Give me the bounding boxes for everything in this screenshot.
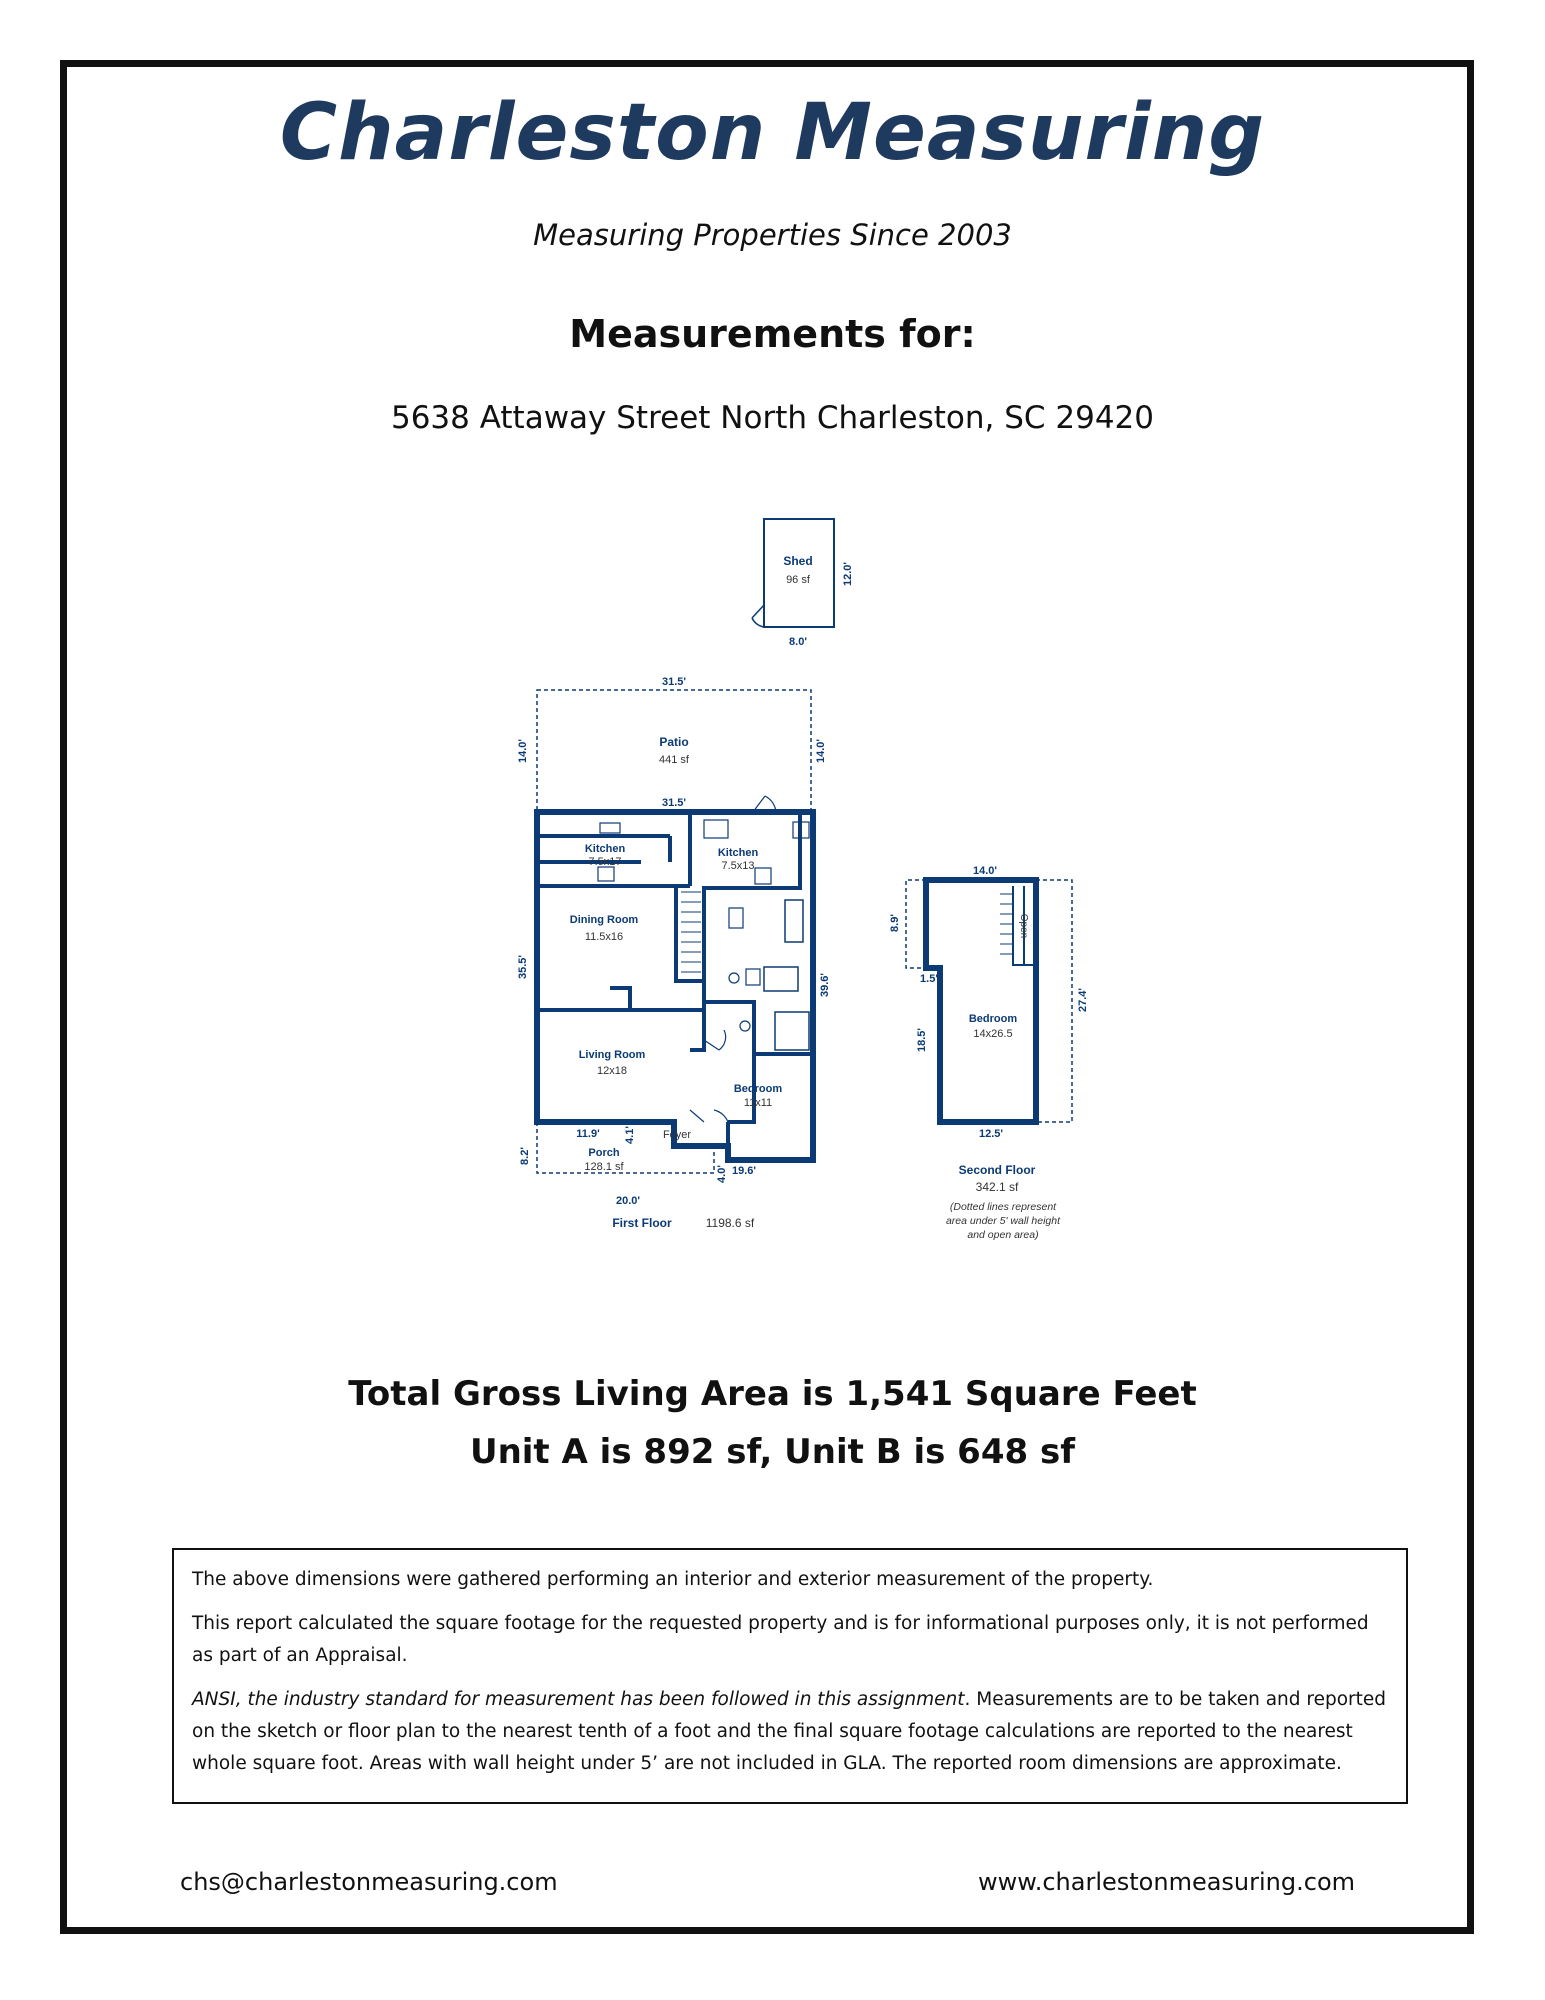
bathtub — [785, 900, 803, 942]
foyer-label: Foyer — [662, 1129, 692, 1141]
kitchen-b-size: 7.5x13 — [721, 860, 755, 872]
second-floor-label: Second Floor — [958, 1163, 1036, 1177]
dim-left-1f: 35.5' — [517, 954, 529, 980]
sink-icon — [746, 969, 760, 985]
dining-size: 11.5x16 — [584, 931, 624, 943]
dim-right-1f: 39.6' — [819, 972, 831, 998]
shower — [764, 967, 798, 991]
dim-porch-h: 8.2' — [519, 1147, 531, 1165]
totals — [0, 1365, 1545, 1481]
second-floor-area: 342.1 sf — [975, 1180, 1019, 1194]
range-icon — [598, 867, 614, 881]
dim-step-2f: 1.5' — [920, 973, 938, 985]
disclaimer-p3-rest: . Measurements are to be taken and reported on the sketch or floor plan to the nearest tenth of a foot and the final square footage calculations are reported to the nearest whole square foot. Areas with wall height under 5’ are not included in GLA. The reported room dimensions are approximate. — [192, 1689, 1387, 1774]
toilet-icon-2 — [740, 1021, 750, 1031]
patio-dim-right: 14.0' — [815, 738, 827, 764]
dim-left-top-2f: 8.9' — [889, 914, 901, 932]
stairs-1f — [681, 892, 701, 972]
shed-dim-h: 12.0' — [842, 561, 854, 587]
unit-breakdown: Unit A is 892 sf, Unit B is 648 sf — [469, 1432, 1076, 1472]
shed-name: Shed — [783, 554, 813, 568]
first-floor-area: 1198.6 sf — [705, 1216, 755, 1230]
footer-website[interactable]: www.charlestonmeasuring.com — [978, 1868, 1355, 1896]
dim-left-2f: 18.5' — [916, 1027, 928, 1053]
patio-area: 441 sf — [659, 754, 689, 766]
dim-foyer-h: 4.1' — [624, 1126, 636, 1144]
dim-bottom-right: 19.6' — [731, 1165, 757, 1177]
property-address: 5638 Attaway Street North Charleston, SC 29420 — [390, 400, 1154, 436]
disclaimer-p2: This report calculated the square footage for the requested property and is for informational purposes only, it is not performed as part of an Appraisal. — [192, 1613, 1369, 1666]
dim-porch-bottom: 20.0' — [615, 1195, 641, 1207]
kitchen-b-name: Kitchen — [717, 847, 759, 859]
total-gla: Total Gross Living Area is 1,541 Square Feet — [348, 1374, 1197, 1414]
fridge-icon — [755, 868, 771, 884]
porch-area: 128.1 sf — [584, 1161, 624, 1173]
patio-name: Patio — [659, 735, 689, 749]
front-door — [690, 1110, 728, 1122]
first-floor-label: First Floor — [612, 1216, 672, 1230]
shed-area: 96 sf — [786, 574, 810, 586]
bedroom-door — [704, 1030, 726, 1050]
kitchen-a-size: 7.5x17 — [588, 856, 622, 868]
ansi-statement: ANSI, the industry standard for measurement has been followed in this assignment — [192, 1689, 965, 1710]
bedroom-2f-size: 14x26.5 — [973, 1028, 1013, 1040]
living-size: 12x18 — [597, 1065, 627, 1077]
toilet-icon — [729, 973, 739, 983]
dim-bottom-2f: 12.5' — [978, 1128, 1004, 1140]
first-floor-walls — [537, 812, 813, 1146]
open-label: Open — [1018, 913, 1029, 939]
porch-name: Porch — [588, 1147, 620, 1159]
dining-name: Dining Room — [569, 914, 639, 926]
living-name: Living Room — [578, 1049, 646, 1061]
shower-2 — [775, 1012, 809, 1050]
second-floor-note-3: and open area) — [967, 1229, 1039, 1241]
patio-dim-top: 31.5' — [661, 676, 687, 688]
sink-icon-2 — [704, 820, 728, 838]
kitchen-a-name: Kitchen — [584, 843, 626, 855]
dim-right-2f: 27.4' — [1077, 987, 1089, 1013]
dim-foyer-w: 4.0' — [716, 1165, 728, 1183]
shed-dim-w: 8.0' — [789, 636, 807, 648]
bedroom-1f-size: 11x11 — [743, 1097, 773, 1109]
stove-icon — [600, 823, 620, 833]
second-floor-note-1: (Dotted lines represent — [949, 1201, 1057, 1213]
floor-plan — [500, 510, 1120, 1270]
page-heading: Measurements for: — [569, 312, 976, 356]
disclaimer-box — [172, 1548, 1408, 1804]
shed-door — [752, 605, 764, 627]
stairs-2f — [1000, 894, 1013, 954]
dim-porch-w: 11.9' — [576, 1128, 600, 1140]
footer-email[interactable]: chs@charlestonmeasuring.com — [180, 1868, 558, 1896]
patio-outline — [537, 690, 811, 812]
brand-title: Charleston Measuring — [279, 88, 1266, 178]
disclaimer-p1: The above dimensions were gathered performing an interior and exterior measurement of the property. — [192, 1569, 1154, 1590]
tagline: Measuring Properties Since 2003 — [533, 218, 1012, 252]
second-floor-note-2: area under 5' wall height — [945, 1215, 1061, 1227]
dim-top-2f: 14.0' — [972, 865, 998, 877]
disclaimer-p3 — [192, 1684, 1388, 1780]
patio-dim-bottom: 31.5' — [661, 797, 687, 809]
bedroom-2f-name: Bedroom — [968, 1013, 1018, 1025]
closet-icon — [729, 908, 743, 928]
bedroom-1f-name: Bedroom — [733, 1083, 783, 1095]
patio-dim-left: 14.0' — [517, 738, 529, 764]
second-floor-dotted — [1036, 880, 1072, 1122]
shed-outline — [764, 519, 834, 627]
